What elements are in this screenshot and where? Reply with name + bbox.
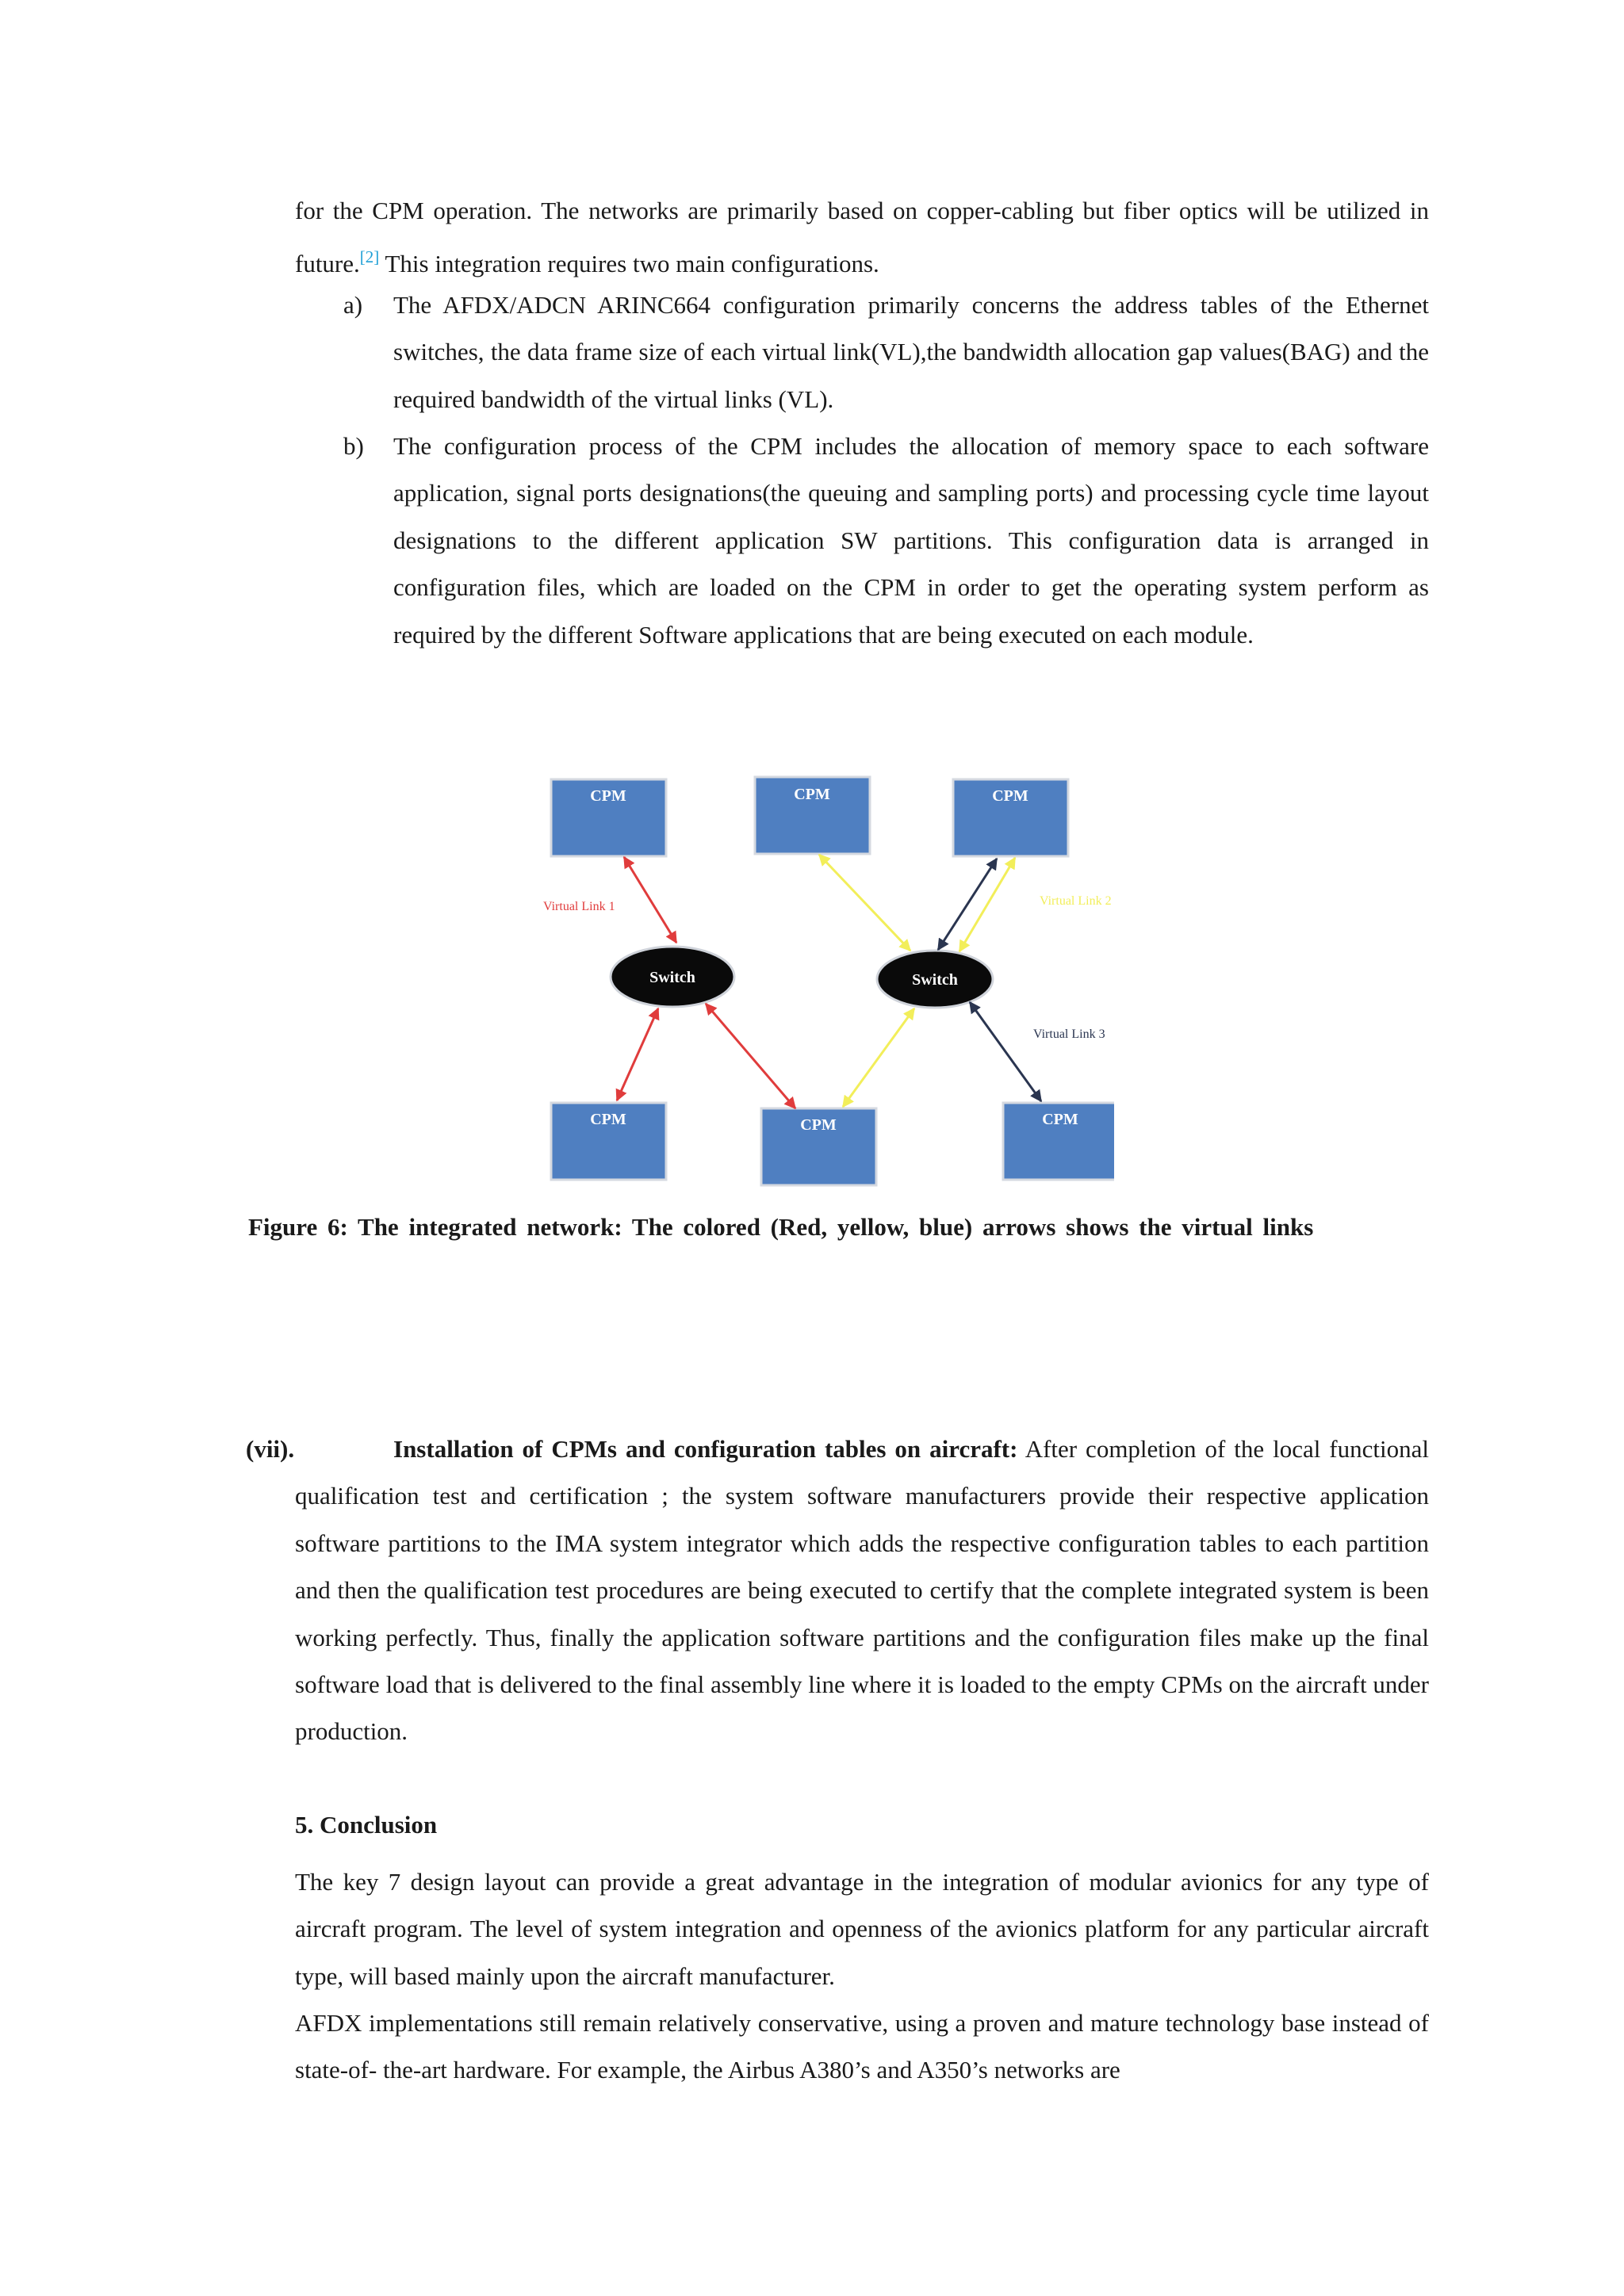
virtual-link-1-arrow: [706, 1004, 795, 1108]
intro-text-end: This integration requires two main configurations.: [379, 250, 879, 278]
cpm-label: CPM: [800, 1116, 837, 1134]
citation-link[interactable]: [2]: [359, 247, 380, 267]
cpm-node-bottom-right: [1003, 1103, 1114, 1180]
network-diagram: [543, 767, 1114, 1200]
conclusion-paragraph-1: The key 7 design layout can provide a great advantage in the integration of modular avionics for any type of aircraft program. The level of system integration and openness of the avionics platform for any particular aircraft type, will based mainly upon the aircraft manufacturer.: [295, 1868, 1429, 1990]
virtual-link-3-arrow: [970, 1002, 1041, 1101]
virtual-link-1-arrow: [617, 1008, 658, 1100]
list-item-b: The configuration process of the CPM includes the allocation of memory space to each software application, signal ports designations(the queuing and sampling ports) and processing cycle time layout designations to the different application SW partitions. This configuration data is arranged in configuration files, which are loaded on the CPM in order to get the operating system perform as required by the different Software applications that are being executed on each module.: [393, 432, 1429, 649]
switch-label: Switch: [649, 969, 695, 986]
cpm-node-top-middle: [755, 777, 870, 854]
section-vii-paragraph: [295, 1425, 1429, 1755]
virtual-link-2-arrow: [819, 855, 910, 951]
cpm-label: CPM: [590, 787, 626, 805]
section-vii-text: After completion of the local functional qualification test and certification ; the system software manufacturers provide their respective application software partitions to the IMA system integrator which adds the respective configuration tables to each partition and then the qualification test procedures are being executed to certify that the complete integrated system is been working perfectly. Thus, finally the application software partitions and the configuration files make up the final software load that is delivered to the final assembly line where it is loaded to the empty CPMs on the aircraft under production.: [295, 1435, 1429, 1746]
cpm-label: CPM: [590, 1111, 626, 1128]
conclusion-paragraph-2: AFDX implementations still remain relatively conservative, using a proven and mature technology base instead of state-of- the-art hardware. For example, the Airbus A380’s and A350’s networks are: [295, 2009, 1429, 2084]
virtual-link-2-label: Virtual Link 2: [1040, 894, 1112, 908]
cpm-node-top-left: [551, 779, 666, 856]
switch-node-right: [877, 951, 993, 1008]
figure-caption: Figure 6: The integrated network: The colored (Red, yellow, blue) arrows shows the virtual links: [248, 1213, 1314, 1241]
list-item-a: The AFDX/ADCN ARINC664 configuration primarily concerns the address tables of the Ethernet switches, the data frame size of each virtual link(VL),the bandwidth allocation gap values(BAG) and the required bandwidth of the virtual links (VL).: [393, 291, 1429, 413]
switch-node-left: [611, 947, 734, 1007]
cpm-label: CPM: [992, 787, 1028, 805]
switch-label: Switch: [912, 971, 958, 989]
virtual-link-3-label: Virtual Link 3: [1033, 1027, 1105, 1041]
virtual-link-1-label: Virtual Link 1: [543, 900, 615, 913]
virtual-link-1-arrow: [624, 857, 676, 943]
section-number: (vii).: [246, 1435, 295, 1463]
cpm-node-top-right: [953, 779, 1068, 856]
list-label-b: b): [343, 432, 364, 460]
list-label-a: a): [343, 291, 363, 319]
intro-text: for the CPM operation. The networks are primarily based on copper-cabling but fiber optics will be utilized in future.: [295, 197, 1429, 278]
cpm-label: CPM: [794, 786, 830, 803]
cpm-node-bottom-middle: [761, 1108, 876, 1185]
intro-paragraph: [295, 187, 1429, 288]
conclusion-heading: 5. Conclusion: [295, 1811, 438, 1839]
cpm-label: CPM: [1042, 1111, 1078, 1128]
cpm-node-bottom-left: [551, 1103, 666, 1180]
virtual-link-2-arrow: [843, 1008, 914, 1107]
section-vii-heading: Installation of CPMs and configuration tables on aircraft:: [393, 1435, 1018, 1463]
